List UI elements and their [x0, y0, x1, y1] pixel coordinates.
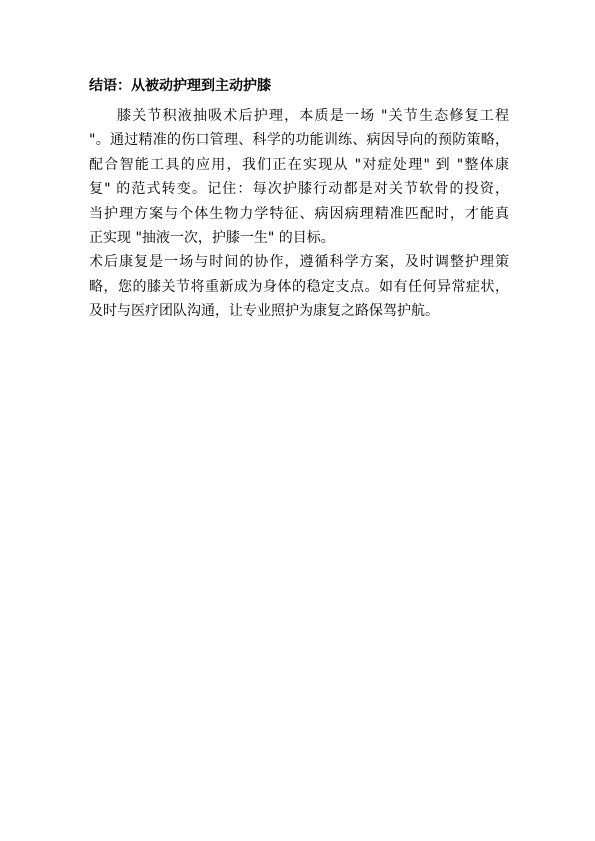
paragraph-line: 配合智能工具的应用，我们正在实现从 "对症处理" 到 "整体康 [89, 156, 509, 173]
paragraph-line: 复" 的范式转变。记住：每次护膝行动都是对关节软骨的投资， [89, 181, 509, 198]
paragraph-summary [89, 104, 509, 250]
paragraph-closing [89, 250, 509, 323]
paragraph-line: 略，您的膝关节将重新成为身体的稳定支点。如有任何异常症状， [89, 278, 509, 295]
paragraph-line: 正实现 "抽液一次，护膝一生" 的目标。 [89, 230, 335, 247]
paragraph-line: 术后康复是一场与时间的协作，遵循科学方案，及时调整护理策 [89, 254, 509, 271]
section-heading: 结语：从被动护理到主动护膝 [89, 78, 271, 94]
paragraph-line: 及时与医疗团队沟通，让专业照护为康复之路保驾护航。 [89, 303, 439, 320]
paragraph-line: 膝关节积液抽吸术后护理，本质是一场 "关节生态修复工程 [117, 108, 509, 124]
document-content [89, 76, 509, 324]
paragraph-line: "。通过精准的伤口管理、科学的功能训练、病因导向的预防策略， [89, 132, 509, 149]
paragraph-line: 当护理方案与个体生物力学特征、病因病理精准匹配时，才能真 [89, 205, 509, 222]
